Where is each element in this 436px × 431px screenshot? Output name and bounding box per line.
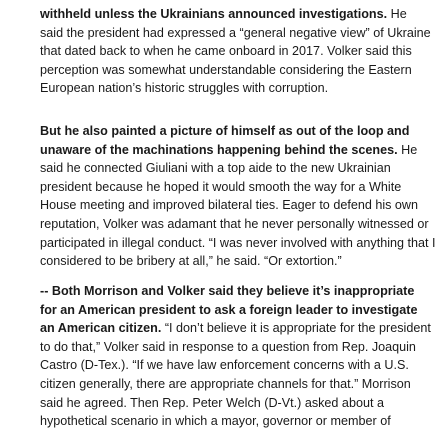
- text-segment: said the president had expressed a “general negative view” of Ukraine: [40, 25, 431, 40]
- text-segment: perception was somewhat understandable considering the Eastern: [40, 62, 412, 77]
- text-line: [40, 356, 409, 375]
- text-segment: Castro (D-Tex.). “If we have law enforcement concerns with a U.S.: [40, 358, 409, 373]
- text-segment: citizen generally, there are appropriate channels for that.” Morrison: [40, 377, 411, 391]
- text-segment: hypothetical scenario in which a mayor, governor or member of: [40, 414, 391, 429]
- text-segment: House meeting and improved bilateral ties. Eager to defend his own: [40, 198, 419, 213]
- text-segment: He: [397, 142, 418, 157]
- bold-text-segment: an American citizen.: [40, 321, 162, 336]
- bold-text-segment: withheld unless the Ukrainians announced investigations.: [40, 7, 388, 21]
- bold-text-segment: unaware of the machinations happening behind the scenes.: [40, 142, 398, 157]
- text-line: [40, 319, 431, 338]
- text-line: [40, 178, 401, 197]
- text-line: [40, 338, 416, 357]
- text-line: [40, 79, 328, 98]
- text-segment: participated in illegal conduct. “I was never involved with anything that I: [40, 235, 436, 250]
- text-segment: He: [387, 7, 407, 21]
- text-segment: European nation’s historic struggles with corruption.: [40, 81, 329, 96]
- bold-text-segment: -- Both Morrison and Volker said they believe it’s inappropriate: [40, 284, 415, 298]
- bold-text-segment: for an American president to ask a foreign leader to investigate: [40, 302, 418, 317]
- text-line: [40, 215, 429, 234]
- bold-text-segment: But he also painted a picture of himself as out of the loop and: [40, 124, 410, 138]
- text-line: [40, 394, 384, 413]
- text-line: [40, 282, 414, 301]
- text-line: [40, 375, 411, 394]
- text-line: [40, 412, 391, 431]
- text-line: [40, 234, 436, 253]
- text-line: [40, 42, 412, 61]
- text-line: [40, 5, 407, 24]
- text-line: [40, 301, 417, 320]
- text-segment: to do that,” Volker said in response to a question from Rep. Joaquin: [40, 339, 416, 354]
- text-line: [40, 122, 409, 141]
- text-line: [40, 24, 431, 43]
- text-segment: president because he hoped it would smooth the way for a White: [40, 179, 402, 194]
- text-line: [40, 196, 418, 215]
- text-line: [40, 252, 342, 271]
- text-line: [40, 61, 412, 80]
- text-segment: “I don’t believe it is appropriate for the president: [161, 321, 431, 336]
- text-segment: said he connected Giuliani with a top aide to the new Ukrainian: [40, 161, 391, 176]
- text-segment: considered to be bribery at all,” he said. “Or extortion.”: [40, 254, 342, 269]
- text-segment: said he agreed. Then Rep. Peter Welch (D-Vt.) asked about a: [40, 395, 384, 410]
- text-segment: reputation, Volker was adamant that he never personally witnessed or: [40, 217, 429, 231]
- text-line: [40, 141, 417, 160]
- text-segment: that dated back to when he came onboard in 2017. Volker said this: [40, 44, 412, 59]
- text-line: [40, 159, 391, 178]
